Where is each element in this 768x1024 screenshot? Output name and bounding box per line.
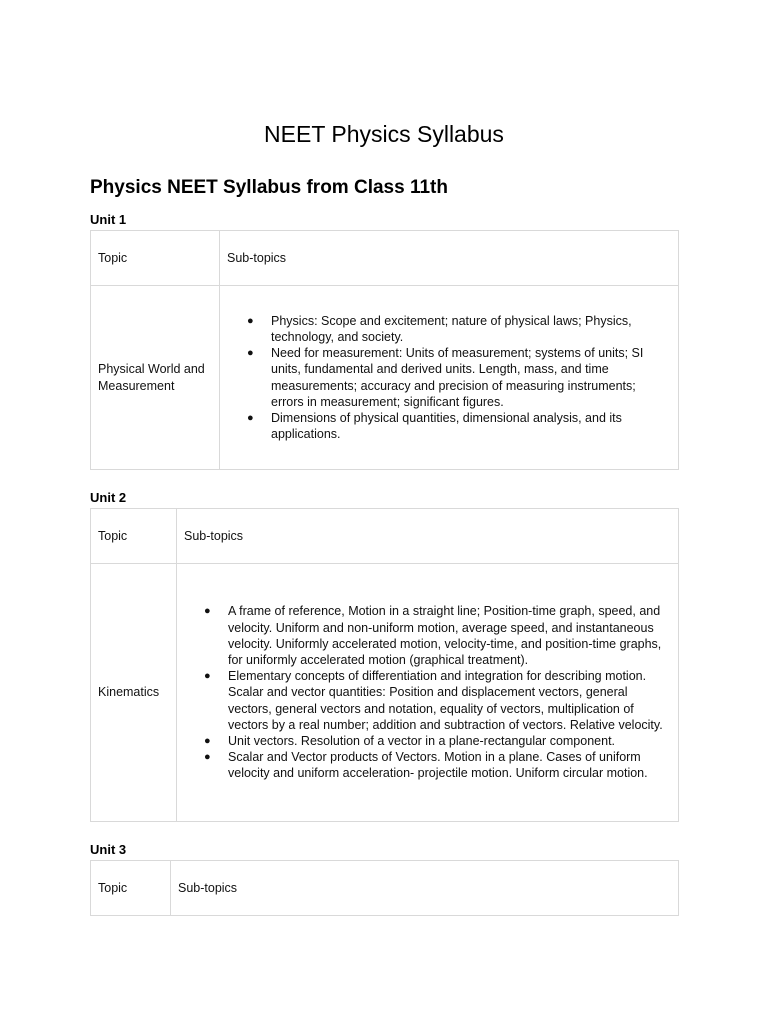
list-item: ● Need for measurement: Units of measurement; systems of units; SI units, fundamental and derived units. Length, mass, and time measurements; accuracy and precision of measuring instruments; errors in measurement; significant figures. — [271, 345, 671, 410]
subtopics-cell — [220, 286, 679, 470]
unit-1-table — [90, 230, 679, 470]
unit-2-label: Unit 2 — [90, 490, 127, 505]
topic-header: Topic — [91, 509, 177, 564]
subtopics-header: Sub-topics — [177, 509, 679, 564]
subtopics-list — [184, 603, 671, 781]
list-item: ● Dimensions of physical quantities, dimensional analysis, and its applications. — [271, 410, 671, 442]
table-header-row — [91, 231, 679, 286]
topic-cell: Physical World and Measurement — [91, 286, 220, 470]
table-row — [91, 564, 679, 822]
section-heading: Physics NEET Syllabus from Class 11th — [90, 177, 448, 198]
list-item: ● Elementary concepts of differentiation and integration for describing motion. Scalar and vector quantities: Position and displacement vectors, general vectors, general vectors and notation, equality of vectors, multiplication of vectors by a real number; addition and subtraction of vectors. Relative velocity. — [228, 668, 671, 733]
topic-header: Topic — [91, 231, 220, 286]
table-header-row — [91, 861, 679, 916]
topic-cell: Kinematics — [91, 564, 177, 822]
list-item: ● Physics: Scope and excitement; nature of physical laws; Physics, technology, and society. — [271, 313, 671, 345]
unit-3-table — [90, 860, 679, 916]
subtopics-list — [227, 313, 671, 443]
subtopics-header: Sub-topics — [171, 861, 679, 916]
subtopics-cell — [177, 564, 679, 822]
list-item: ● Unit vectors. Resolution of a vector in a plane-rectangular component. — [228, 733, 671, 749]
topic-header: Topic — [91, 861, 171, 916]
subtopics-header: Sub-topics — [220, 231, 679, 286]
list-item: ● A frame of reference, Motion in a straight line; Position-time graph, speed, and velocity. Uniform and non-uniform motion, average speed, and instantaneous velocity. Uniformly accelerated motion, velocity-time, and position-time graphs, for uniformly accelerated motion (graphical treatment). — [228, 603, 671, 668]
table-header-row — [91, 509, 679, 564]
unit-3-label: Unit 3 — [90, 842, 127, 857]
unit-1-label: Unit 1 — [90, 212, 127, 227]
document-title: NEET Physics Syllabus — [264, 121, 504, 147]
table-row — [91, 286, 679, 470]
unit-2-table — [90, 508, 679, 822]
list-item: ● Scalar and Vector products of Vectors. Motion in a plane. Cases of uniform velocity and uniform acceleration- projectile motion. Uniform circular motion. — [228, 749, 671, 781]
